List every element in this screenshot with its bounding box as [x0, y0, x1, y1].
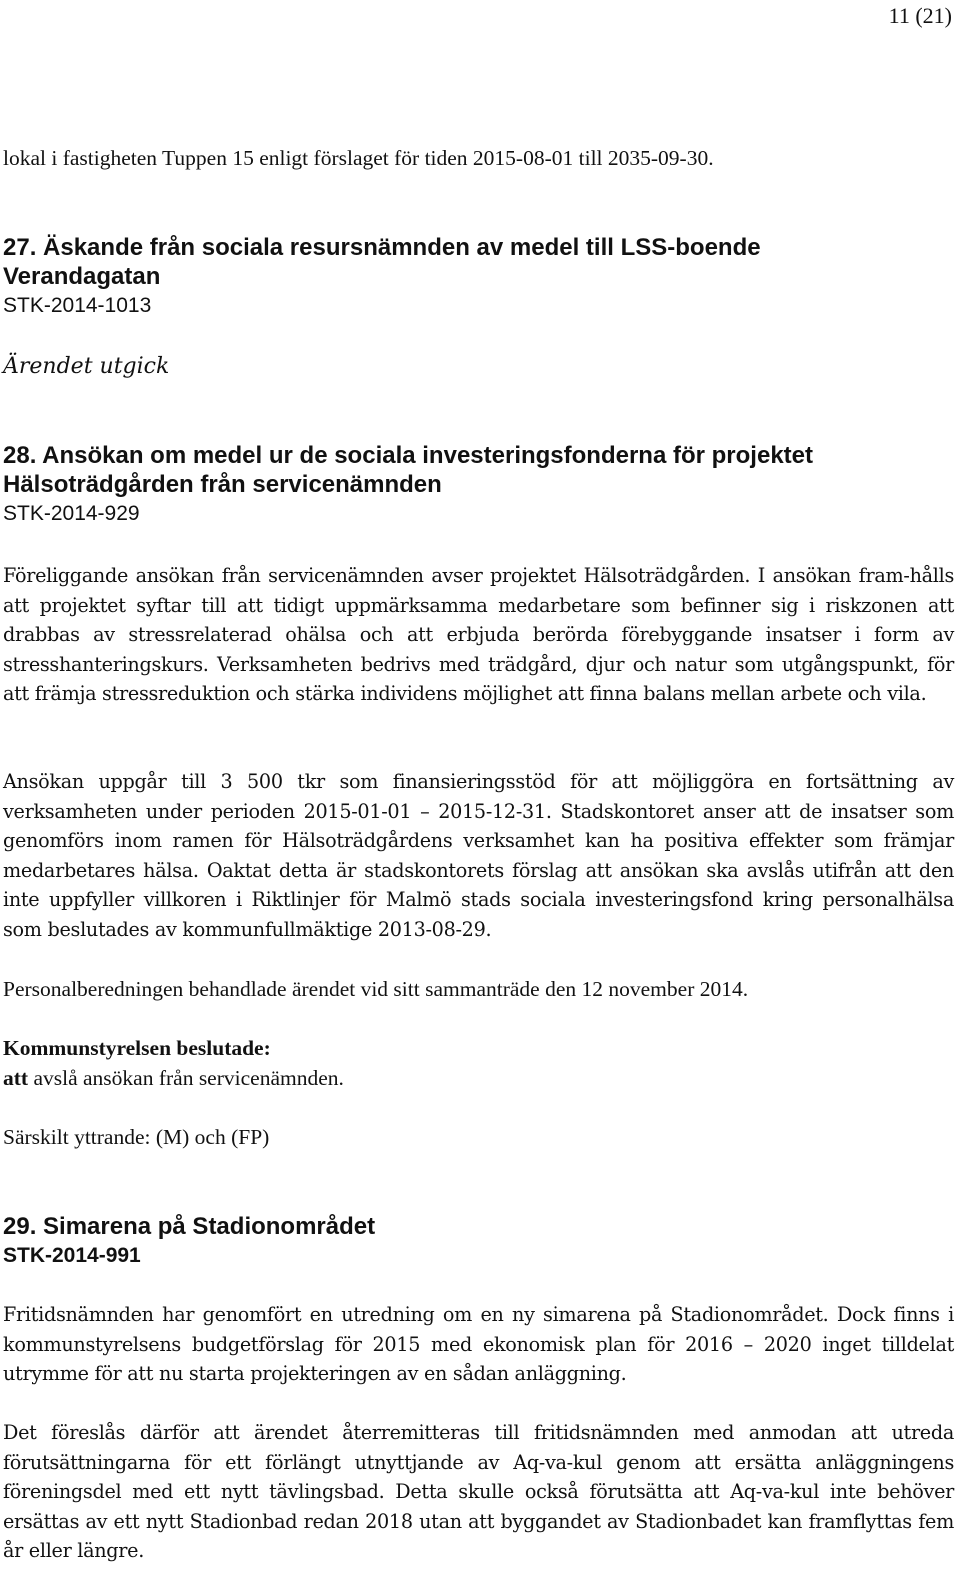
decision-att: att: [3, 1065, 29, 1090]
item-29-paragraph-2: Det föreslås därför att ärendet återremitteras till fritidsnämnden med anmodan att utreda förutsättningarna för ett förlängt utnyttjande av Aq-va-kul genom att ersätta anläggningens föreningsdel med ett nytt tävlingsbad. Detta skulle också förutsätta att Aq-va-kul inte behöver ersättas av ett nytt Stadionbad redan 2018 utan att byggandet av Stadionbadet kan framflyttas fem år eller längre.: [3, 1421, 954, 1562]
page-number: 11 (21): [888, 3, 952, 28]
item-29-heading: [3, 1212, 954, 1270]
item-28-heading-line2: Hälsoträdgården från servicenämnden: [3, 471, 442, 498]
item-28-case-number: STK-2014-929: [3, 502, 140, 525]
decision-heading: Kommunstyrelsen beslutade:: [3, 1036, 271, 1060]
item-28-paragraph-3: Personalberedningen behandlade ärendet vid sitt sammanträde den 12 november 2014.: [3, 977, 749, 1001]
item-29-paragraph-1: Fritidsnämnden har genomfört en utredning om en ny simarena på Stadionområdet. Dock finns i kommunstyrelsens budgetförslag för 2015 med ekonomisk plan för 2016 – 2020 inget tilldelat utrymme för att nu starta projekteringen av en sådan anläggning.: [3, 1303, 954, 1385]
special-statement: Särskilt yttrande: (M) och (FP): [3, 1125, 270, 1149]
item-27-heading-line1: 27. Äskande från sociala resursnämnden av medel till LSS-boende: [3, 234, 761, 261]
item-29-heading-title: 29. Simarena på Stadionområdet: [3, 1213, 376, 1240]
item-27-outcome: Ärendet utgick: [3, 354, 170, 379]
item-28-paragraph-1: Föreliggande ansökan från servicenämnden avser projektet Hälsoträdgården. I ansökan fram-hålls att projektet syftar till att tidigt uppmärksamma medarbetare som befinner sig i riskzonen att drabbas av stressrelaterad ohälsa och att erbjuda berörda förebyggande insatser i form av stresshanteringskurs. Verksamheten bedrivs med trädgård, djur och natur som utgångspunkt, för att främja stressreduktion och stärka individens möjlighet att finna balans mellan arbete och vila.: [3, 564, 954, 705]
item-28-decision: [3, 1034, 954, 1093]
decision-line: [3, 1064, 954, 1094]
item-27-heading-line2: Verandagatan: [3, 263, 161, 290]
item-29-case-number: STK-2014-991: [3, 1244, 141, 1267]
item-28-paragraph-2: Ansökan uppgår till 3 500 tkr som finansieringsstöd för att möjliggöra en fortsättning av verksamheten under perioden 2015-01-01 – 2015-12-31. Stadskontoret anser att de insatser som genomförs inom ramen för Hälsoträdgårdens verksamhet kan ha positiva effekter som främjar medarbetares hälsa. Oaktat detta är stadskontorets förslag att ansökan ska avslås utifrån att den inte uppfyller villkoren i Riktlinjer för Malmö stads sociala investeringsfond kring personalhälsa som beslutades av kommunfullmäktige 2013-08-29.: [3, 770, 954, 941]
item-27-heading: [3, 233, 954, 320]
item-28-heading: [3, 441, 954, 528]
decision-text: avslå ansökan från servicenämnden.: [28, 1065, 344, 1090]
item-27-case-number: STK-2014-1013: [3, 294, 152, 317]
intro-line: lokal i fastigheten Tuppen 15 enligt förslaget för tiden 2015-08-01 till 2035-09-30.: [3, 146, 714, 170]
item-28-heading-line1: 28. Ansökan om medel ur de sociala investeringsfonderna för projektet: [3, 442, 813, 469]
